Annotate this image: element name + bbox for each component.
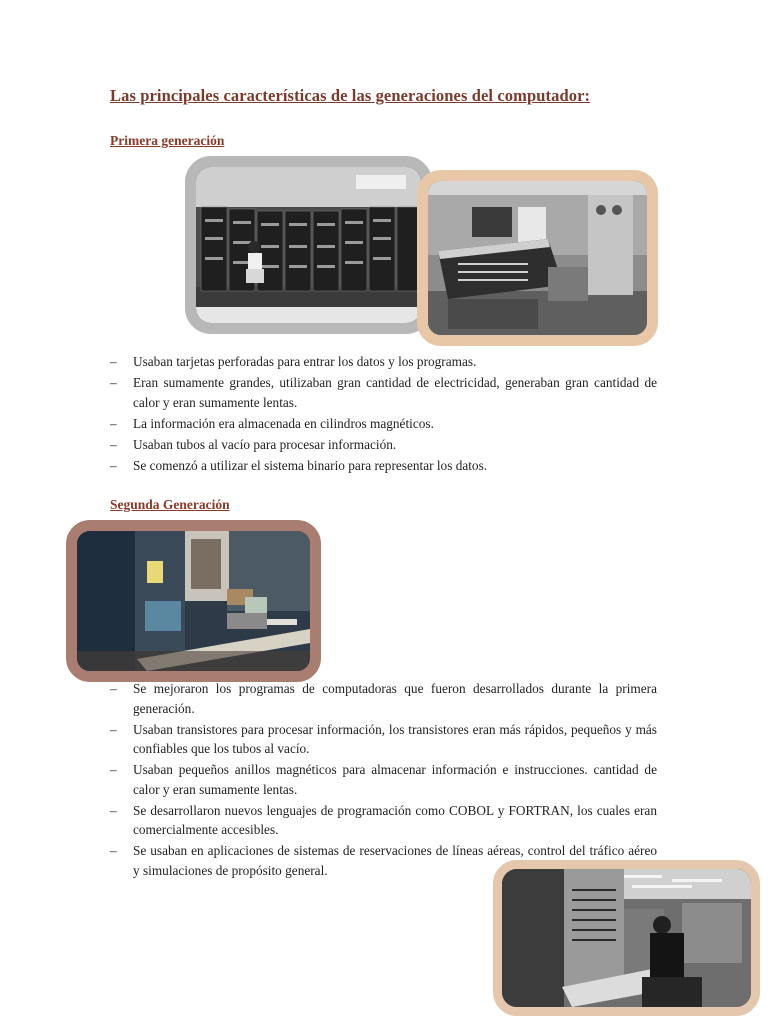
list-item [110,456,657,476]
heading-segunda-generacion: Segunda Generación [110,497,230,512]
list-item-text: Se mejoraron los programas de computadoras que fueron desarrollados durante la primera generación. [133,681,657,716]
bullet-dash: – [110,415,117,431]
photo-first-gen-room [185,156,432,334]
list-item [110,435,657,455]
list-item-text: Se desarrollaron nuevos lenguajes de programación como COBOL y FORTRAN, los cuales eran comercialmente accesibles. [133,802,657,837]
list-item [110,720,657,759]
bullet-dash: – [110,436,117,452]
list-segunda-generacion [110,679,657,880]
page-title: Las principales características de las generaciones del computador: [110,86,591,105]
bullet-dash: – [110,802,117,818]
list-item-text: Usaban tubos al vacío para procesar información. [133,436,397,452]
list-item [110,373,657,412]
photo-second-gen-operator [493,860,760,1016]
bullet-dash: – [110,843,117,858]
photo-first-gen-console [417,170,658,346]
list-item-text: Usaban pequeños anillos magnéticos para almacenar información e instrucciones. cantidad de calor y eran sumamente lentas. [133,762,657,797]
list-item-text: La información era almacenada en cilindros magnéticos. [133,415,434,431]
list-item [110,352,657,372]
bullet-dash: – [110,762,117,777]
list-item-text: Usaban tarjetas perforadas para entrar los datos y los programas. [133,354,477,369]
bullet-dash: – [110,721,117,737]
photo-second-gen-room [66,520,321,682]
list-item-text: Eran sumamente grandes, utilizaban gran cantidad de electricidad, generaban gran cantidad de calor y eran sumamente lentas. [133,375,657,410]
bullet-dash: – [110,354,117,369]
list-primera-generacion [110,352,657,475]
list-item-text: Se usaban en aplicaciones de sistemas de reservaciones de líneas aéreas, control del tráfico aéreo y simulaciones de propósito general. [133,843,657,878]
list-item [110,760,657,799]
list-item-text: Se comenzó a utilizar el sistema binario para representar los datos. [133,457,488,473]
heading-primera-generacion: Primera generación [110,133,225,148]
bullet-dash: – [110,375,117,390]
list-item-text: Usaban transistores para procesar información, los transistores eran más rápidos, pequeños y más confiables que los tubos al vacío. [133,721,657,756]
bullet-dash: – [110,457,117,473]
list-item [110,414,657,434]
list-item [110,801,657,840]
bullet-dash: – [110,681,117,696]
list-item [110,679,657,718]
